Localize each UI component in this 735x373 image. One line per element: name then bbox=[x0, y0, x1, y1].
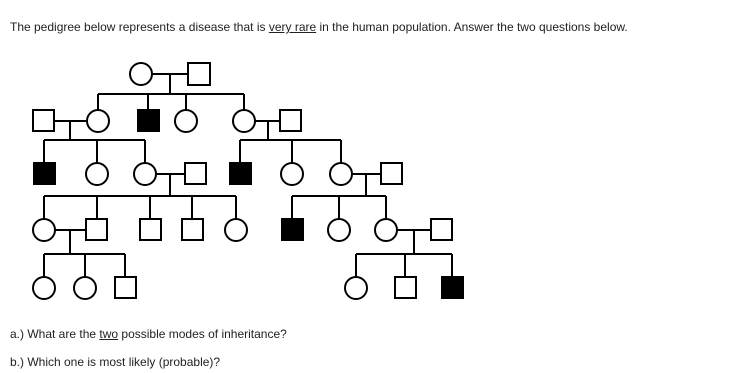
female-unaffected-symbol bbox=[375, 219, 397, 241]
male-unaffected-symbol bbox=[188, 63, 210, 85]
female-unaffected-symbol bbox=[330, 163, 352, 185]
male-affected-symbol bbox=[442, 277, 463, 298]
male-unaffected-symbol bbox=[86, 219, 107, 240]
female-unaffected-symbol bbox=[134, 163, 156, 185]
female-unaffected-symbol bbox=[87, 110, 109, 132]
male-affected-symbol bbox=[34, 163, 55, 184]
male-affected-symbol bbox=[138, 110, 159, 131]
male-unaffected-symbol bbox=[431, 219, 452, 240]
female-unaffected-symbol bbox=[86, 163, 108, 185]
female-unaffected-symbol bbox=[175, 110, 197, 132]
male-unaffected-symbol bbox=[115, 277, 136, 298]
male-unaffected-symbol bbox=[185, 163, 206, 184]
intro-text-start: The pedigree below represents a disease that is bbox=[10, 20, 269, 34]
intro-text-end: in the human population. Answer the two questions below. bbox=[316, 20, 628, 34]
female-unaffected-symbol bbox=[345, 277, 367, 299]
female-unaffected-symbol bbox=[328, 219, 350, 241]
question-b: b.) Which one is most likely (probable)? bbox=[10, 355, 221, 369]
male-affected-symbol bbox=[230, 163, 251, 184]
male-affected-symbol bbox=[282, 219, 303, 240]
female-unaffected-symbol bbox=[33, 219, 55, 241]
intro-emphasis: very rare bbox=[268, 20, 317, 34]
question-a bbox=[10, 327, 287, 341]
male-unaffected-symbol bbox=[182, 219, 203, 240]
female-unaffected-symbol bbox=[130, 63, 152, 85]
female-unaffected-symbol bbox=[74, 277, 96, 299]
female-unaffected-symbol bbox=[33, 277, 55, 299]
question-a-end: possible modes of inheritance? bbox=[118, 327, 287, 341]
male-unaffected-symbol bbox=[280, 110, 301, 131]
female-unaffected-symbol bbox=[225, 219, 247, 241]
male-unaffected-symbol bbox=[381, 163, 402, 184]
male-unaffected-symbol bbox=[140, 219, 161, 240]
male-unaffected-symbol bbox=[33, 110, 54, 131]
female-unaffected-symbol bbox=[281, 163, 303, 185]
male-unaffected-symbol bbox=[395, 277, 416, 298]
question-a-start: a.) What are the bbox=[10, 327, 100, 341]
female-unaffected-symbol bbox=[233, 110, 255, 132]
question-a-emphasis: two bbox=[99, 327, 119, 341]
